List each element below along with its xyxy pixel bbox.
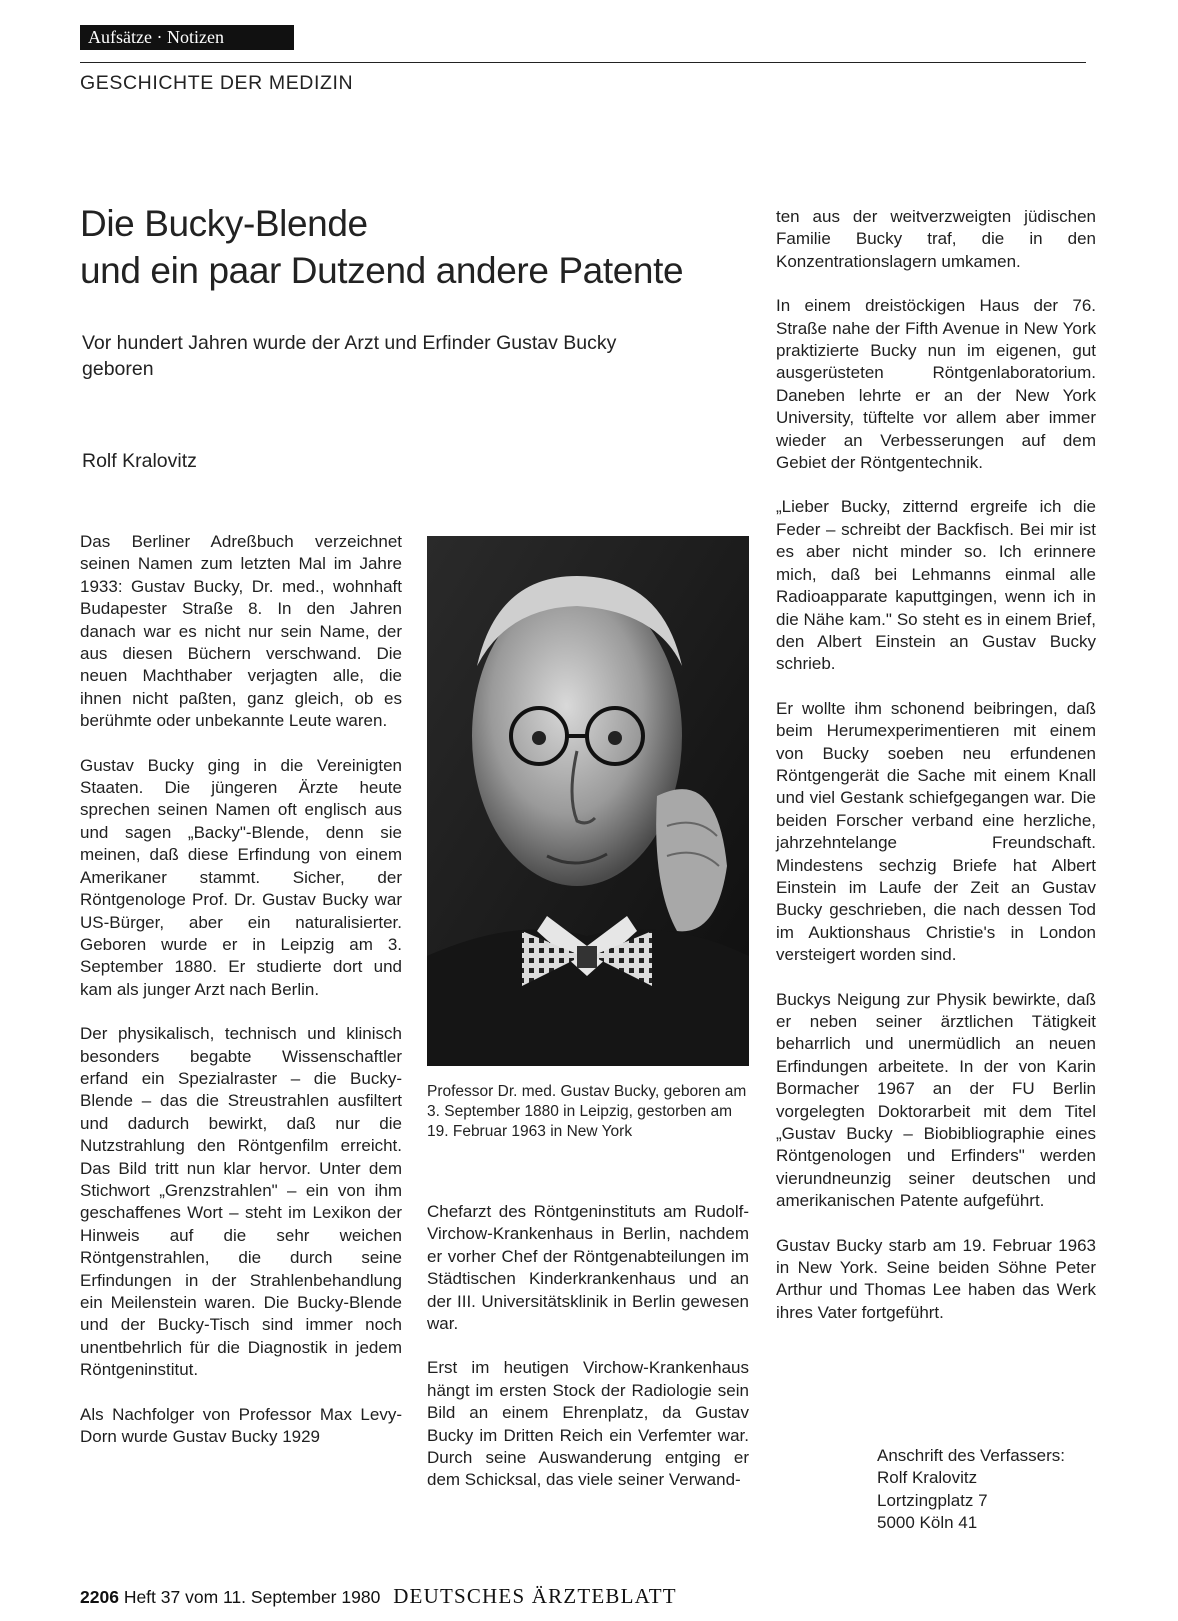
title-line-1: Die Bucky-Blende xyxy=(80,203,368,244)
paragraph: ten aus der weitverzweigten jüdischen Familie Bucky traf, die in den Konzentrationslagern umkamen. xyxy=(776,207,1096,271)
address-heading: Anschrift des Verfassers: xyxy=(877,1446,1066,1465)
address-street: Lortzingplatz 7 xyxy=(877,1490,988,1510)
journal-name: DEUTSCHES ÄRZTEBLATT xyxy=(393,1584,677,1608)
title-line-2: und ein paar Dutzend andere Patente xyxy=(80,250,684,291)
article-author: Rolf Kralovitz xyxy=(82,450,197,472)
text-column-2 xyxy=(427,1201,749,1514)
text-column-1 xyxy=(80,531,402,1470)
paragraph: Er wollte ihm schonend beibringen, daß beim Herumexperimentieren mit einem von Bucky soeben neu erfundenen Röntgengerät die Sache mit einem Knall und viel Gestank schiefgegangen war. Die beiden Forscher verband eine herzliche, jahrzehntelange Freundschaft. Mindestens sechzig Briefe hat Albert Einstein im Laufe der Zeit an Gustav Bucky geschrieben, die nach dessen Tod im Auktionshaus Christie's in London versteigert worden sind. xyxy=(776,698,1096,965)
text-column-3 xyxy=(776,206,1096,1346)
paragraph: „Lieber Bucky, zitternd ergreife ich die Feder – schreibt der Backfisch. Bei mir ist es aber nicht minder so. Ich erinnere mich, daß bei Lehmanns einmal alle Radioapparate kaputtgingen, wenn ich in die Nähe kam." So steht es in einem Brief, den Albert Einstein an Gustav Bucky schrieb. xyxy=(776,497,1096,674)
paragraph: Als Nachfolger von Professor Max Levy-Dorn wurde Gustav Bucky 1929 xyxy=(80,1404,402,1447)
paragraph: In einem dreistöckigen Haus der 76. Straße nahe der Fifth Avenue in New York praktizierte Bucky nun im eigenen, gut ausgerüsteten Röntgenlaboratorium. Daneben lehrte er an der New York University, tüftelte vor allem aber immer wieder an Verbesserungen auf dem Gebiet der Röntgentechnik. xyxy=(776,296,1096,473)
issue-info: Heft 37 vom 11. September 1980 xyxy=(123,1587,381,1607)
paragraph: Erst im heutigen Virchow-Krankenhaus hängt im ersten Stock der Radiologie sein Bild an einem Ehrenplatz, da Gustav Bucky im Dritten Reich ein Verfemter war. Durch seine Auswanderung entging er dem Schicksal, das viele seiner Verwand- xyxy=(427,1358,749,1490)
paragraph: Das Berliner Adreßbuch verzeichnet seinen Namen zum letzten Mal im Jahre 1933: Gustav Bucky, Dr. med., wohnhaft Budapester Straße 8. In den Jahren danach war es nicht nur sein Name, der aus diesen Büchern verschwand. Die neuen Machthaber verjagten alle, die ihnen nicht paßten, ganz gleich, ob es berühmte oder unbekannte Leute waren. xyxy=(80,532,402,731)
category-label: Aufsätze · Notizen xyxy=(80,25,294,50)
address-name: Rolf Kralovitz xyxy=(877,1468,978,1488)
photo-caption: Professor Dr. med. Gustav Bucky, geboren am 3. September 1880 in Leipzig, gestorben am 19. Februar 1963 in New York xyxy=(427,1083,747,1140)
paragraph: Chefarzt des Röntgeninstituts am Rudolf-Virchow-Krankenhaus in Berlin, nachdem er vorher Chef der Röntgenabteilungen im Städtischen Kinderkrankenhaus und an der III. Universitätsklinik in Berlin gewesen war. xyxy=(427,1202,749,1334)
portrait-photo xyxy=(427,536,749,1066)
author-address xyxy=(877,1445,1065,1535)
page-footer xyxy=(80,1584,677,1609)
paragraph: Gustav Bucky ging in die Vereinigten Staaten. Die jüngeren Ärzte heute sprechen seinen Namen oft englisch aus und sagen „Backy"-Blende, denn sie meinen, daß diese Erfindung von einem Amerikaner stammt. Sicher, der Röntgenologe Prof. Dr. Gustav Bucky war US-Bürger, aber ein naturalisierter. Geboren wurde er in Leipzig am 3. September 1880. Er studierte dort und kam als junger Arzt nach Berlin. xyxy=(80,755,402,999)
section-heading: GESCHICHTE DER MEDIZIN xyxy=(80,72,354,94)
article-subtitle: Vor hundert Jahren wurde der Arzt und Erfinder Gustav Bucky geboren xyxy=(82,332,617,380)
paragraph: Der physikalisch, technisch und klinisch besonders begabte Wissenschaftler erfand ein Spezialraster – die Bucky-Blende – das die Streustrahlen ausfiltert und dadurch bewirkt, daß nur die Nutzstrahlung den Röntgenfilm erreicht. Das Bild tritt nun klar hervor. Unter dem Stichwort „Grenzstrahlen" – ein von ihm geschaffenes Wort – steht im Lexikon der Hinweis auf die sehr weichen Röntgenstrahlen, die durch seine Erfindungen in der Strahlenbehandlung ein Meilenstein waren. Die Bucky-Blende und der Bucky-Tisch sind immer noch unentbehrlich für die Diagnostik in jedem Röntgeninstitut. xyxy=(80,1024,402,1380)
portrait-illustration xyxy=(427,536,749,1066)
article-title xyxy=(80,200,683,294)
address-city: 5000 Köln 41 xyxy=(877,1513,978,1533)
paragraph: Gustav Bucky starb am 19. Februar 1963 in New York. Seine beiden Söhne Peter Arthur und Thomas Lee haben das Werk ihres Vater fortgeführt. xyxy=(776,1235,1096,1322)
page-number: 2206 xyxy=(80,1587,119,1607)
paragraph: Buckys Neigung zur Physik bewirkte, daß er neben seiner ärztlichen Tätigkeit beharrlich und unermüdlich an neuen Erfindungen arbeitete. In der von Karin Bormacher 1967 an der FU Berlin vorgelegten Doktorarbeit mit dem Titel „Gustav Bucky – Biobibliographie eines Röntgenologen und Erfinders" werden vierundneunzig seiner deutschen und amerikanischen Patente aufgeführt. xyxy=(776,989,1096,1211)
top-divider xyxy=(80,62,1086,63)
